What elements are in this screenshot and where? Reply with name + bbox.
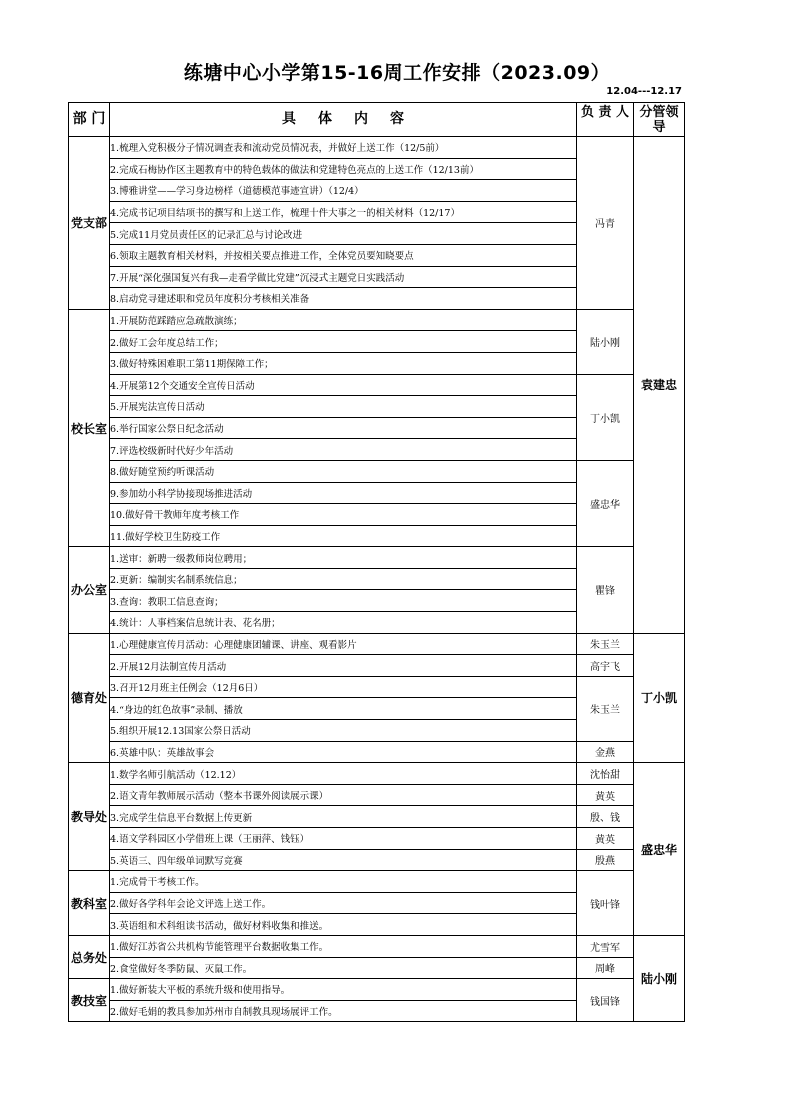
task-item: 1.做好新装大平板的系统升级和使用指导。: [110, 979, 577, 1001]
task-item: 1.送审：新聘一级教师岗位聘用；: [110, 547, 577, 569]
schedule-table: [68, 102, 685, 1022]
table-row: [69, 309, 685, 331]
task-item: 2.食堂做好冬季防鼠、灭鼠工作。: [110, 957, 577, 979]
table-row: [69, 784, 685, 806]
responsible-person: 钱叶锋: [577, 871, 634, 936]
task-item: 3.英语组和术科组读书活动，做好材料收集和推送。: [110, 914, 577, 936]
responsible-person: 殷、钱: [577, 806, 634, 828]
task-item: 3.召开12月班主任例会（12月6日）: [110, 676, 577, 698]
header-leader: 分管领导: [634, 103, 685, 137]
table-row: [69, 633, 685, 655]
responsible-person: 盛忠华: [577, 460, 634, 546]
table-row: [69, 828, 685, 850]
task-item: 6.举行国家公祭日纪念活动: [110, 417, 577, 439]
table-row: [69, 763, 685, 785]
dept-tech: 教技室: [69, 979, 110, 1022]
table-row: [69, 374, 685, 396]
header-dept: 部 门: [69, 103, 110, 137]
dept-party: 党支部: [69, 137, 110, 310]
responsible-person: 冯青: [577, 137, 634, 310]
responsible-person: 朱玉兰: [577, 633, 634, 655]
task-item: 2.更新：编制实名制系统信息；: [110, 568, 577, 590]
task-item: 4.统计：人事档案信息统计表、花名册；: [110, 612, 577, 634]
table-row: [69, 676, 685, 698]
task-item: 2.语文青年教师展示活动（整本书课外阅读展示课）: [110, 784, 577, 806]
task-item: 6.领取主题教育相关材料，并按相关要点推进工作，全体党员要知晓要点: [110, 244, 577, 266]
task-item: 4.完成书记项目结项书的撰写和上送工作，梳理十件大事之一的相关材料（12/17）: [110, 201, 577, 223]
table-row: [69, 460, 685, 482]
table-row: [69, 935, 685, 957]
table-row: [69, 957, 685, 979]
table-row: [69, 547, 685, 569]
leader-cell: 盛忠华: [634, 763, 685, 936]
table-row: [69, 806, 685, 828]
responsible-person: 黄英: [577, 828, 634, 850]
task-item: 2.完成石梅协作区主题教育中的特色载体的做法和党建特色亮点的上送工作（12/13前）: [110, 158, 577, 180]
responsible-person: 朱玉兰: [577, 676, 634, 741]
dept-general: 总务处: [69, 935, 110, 978]
task-item: 1.数学名师引航活动（12.12）: [110, 763, 577, 785]
responsible-person: 殷燕: [577, 849, 634, 871]
responsible-person: 沈怡甜: [577, 763, 634, 785]
task-item: 1.做好江苏省公共机构节能管理平台数据收集工作。: [110, 935, 577, 957]
responsible-person: 尤雪军: [577, 935, 634, 957]
table-row: [69, 741, 685, 763]
responsible-person: 周峰: [577, 957, 634, 979]
task-item: 10.做好骨干教师年度考核工作: [110, 504, 577, 526]
task-item: 3.做好特殊困难职工第11期保障工作；: [110, 352, 577, 374]
dept-research: 教科室: [69, 871, 110, 936]
task-item: 4.开展第12个交通安全宣传日活动: [110, 374, 577, 396]
task-item: 2.做好毛娟的教具参加苏州市自制教具现场展评工作。: [110, 1000, 577, 1022]
leader-cell: 袁建忠: [634, 137, 685, 634]
header-content: 具体内容: [110, 103, 577, 137]
dept-teaching: 教导处: [69, 763, 110, 871]
date-range: 12.04---12.17: [606, 86, 682, 97]
task-item: 5.开展宪法宣传日活动: [110, 396, 577, 418]
table-row: [69, 849, 685, 871]
table-row: [69, 871, 685, 893]
task-item: 4.语文学科园区小学借班上课（王丽萍、钱钰）: [110, 828, 577, 850]
task-item: 3.查询：教职工信息查询；: [110, 590, 577, 612]
task-item: 6.英雄中队：英雄故事会: [110, 741, 577, 763]
task-item: 5.组织开展12.13国家公祭日活动: [110, 720, 577, 742]
responsible-person: 高宇飞: [577, 655, 634, 677]
task-item: 3.完成学生信息平台数据上传更新: [110, 806, 577, 828]
task-item: 11.做好学校卫生防疫工作: [110, 525, 577, 547]
responsible-person: 金燕: [577, 741, 634, 763]
page-title: 练塘中心小学第15-16周工作安排（2023.09）: [183, 62, 611, 84]
dept-moral: 德育处: [69, 633, 110, 763]
table-row: [69, 137, 685, 159]
task-item: 3.博雅讲堂——学习身边榜样（道德模范事迹宣讲）（12/4）: [110, 180, 577, 202]
responsible-person: 钱国锋: [577, 979, 634, 1022]
responsible-person: 瞿锋: [577, 547, 634, 633]
header-row: [69, 103, 685, 137]
responsible-person: 陆小刚: [577, 309, 634, 374]
task-item: 2.开展12月法制宣传月活动: [110, 655, 577, 677]
leader-cell: 陆小刚: [634, 935, 685, 1021]
task-item: 5.英语三、四年级单词默写竞赛: [110, 849, 577, 871]
task-item: 7.评选校级新时代好少年活动: [110, 439, 577, 461]
dept-principal: 校长室: [69, 309, 110, 547]
responsible-person: 丁小凯: [577, 374, 634, 460]
task-item: 1.开展防范踩踏应急疏散演练；: [110, 309, 577, 331]
table-row: [69, 979, 685, 1001]
task-item: 5.完成11月党员责任区的记录汇总与讨论改进: [110, 223, 577, 245]
responsible-person: 黄英: [577, 784, 634, 806]
task-item: 1.完成骨干考核工作。: [110, 871, 577, 893]
task-item: 8.启动党寻建述职和党员年度积分考核相关准备: [110, 288, 577, 310]
leader-cell: 丁小凯: [634, 633, 685, 763]
table-row: [69, 655, 685, 677]
task-item: 1.心理健康宣传月活动：心理健康团辅课、讲座、观看影片: [110, 633, 577, 655]
task-item: 1.梳理入党积极分子情况调查表和流动党员情况表，并做好上送工作（12/5前）: [110, 137, 577, 159]
task-item: 9.参加幼小科学协接现场推进活动: [110, 482, 577, 504]
task-item: 2.做好工会年度总结工作；: [110, 331, 577, 353]
task-item: 8.做好随堂预约听课活动: [110, 460, 577, 482]
header-responsible: 负 责 人: [577, 103, 634, 137]
task-item: 4.“身边的红色故事”录制、播放: [110, 698, 577, 720]
task-item: 2.做好各学科年会论文评选上送工作。: [110, 892, 577, 914]
dept-office: 办公室: [69, 547, 110, 633]
task-item: 7.开展“深化强国复兴有我—走看学做比党建”沉浸式主题党日实践活动: [110, 266, 577, 288]
